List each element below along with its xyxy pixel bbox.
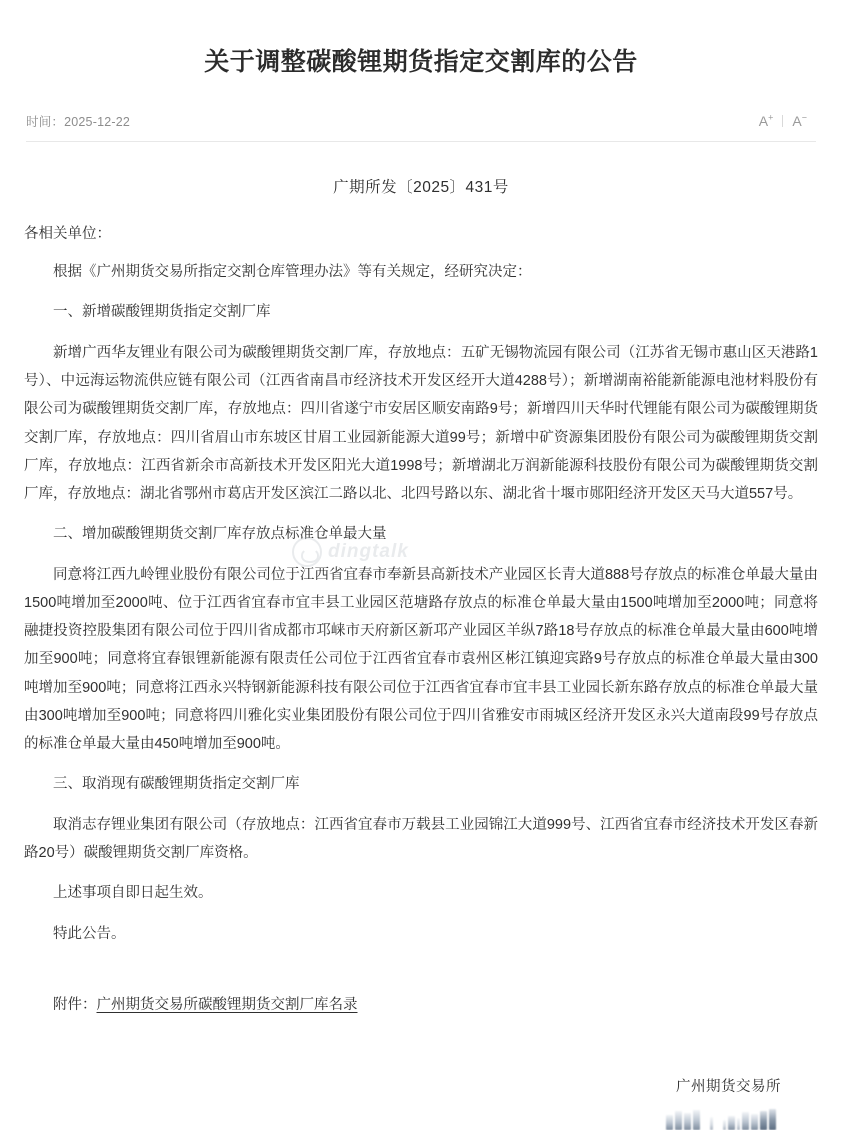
section-two-heading: 二、增加碳酸锂期货交割厂库存放点标准仓单最大量 <box>53 526 387 543</box>
page-title: 关于调整碳酸锂期货指定交割库的公告 <box>204 47 638 76</box>
font-increase-sup: + <box>768 112 774 123</box>
font-size-controls <box>750 114 816 128</box>
salutation: 各相关单位： <box>24 226 111 242</box>
font-increase-button[interactable] <box>750 114 783 128</box>
attachment-link[interactable]: 广州期货交易所碳酸锂期货交割厂库名录 <box>96 996 358 1013</box>
attachment-row <box>24 992 818 1020</box>
font-increase-label: A <box>758 113 769 129</box>
section-one-paragraph: 新增广西华友锂业有限公司为碳酸锂期货交割厂库，存放地点：五矿无锡物流园有限公司（江苏省无锡市惠山区天港路1号）、中远海运物流供应链有限公司（江西省南昌市经济技术开发区经开大道4288号）；新增湖南裕能新能源电池材料股份有限公司为碳酸锂期货交割厂库，存放地点：四川省遂宁市安居区顺安南路9号；新增四川天华时代锂能有限公司为碳酸锂期货交割厂库，存放地点：四川省眉山市东坡区甘眉工业园新能源大道99号；新增中矿资源集团股份有限公司为碳酸锂期货交割厂库，存放地点：江西省新余市高新技术开发区阳光大道1998号；新增湖北万润新能源科技股份有限公司为碳酸锂期货交割厂库，存放地点：湖北省鄂州市葛店开发区滨江二路以北、北四号路以东、湖北省十堰市郧阳经济开发区天马大道557号。 <box>24 344 818 503</box>
document-body <box>0 175 842 1130</box>
publish-time: 时间：2025-12-22 <box>26 115 131 129</box>
font-decrease-sup: − <box>801 112 807 123</box>
section-one-heading: 一、新增碳酸锂期货指定交割厂库 <box>53 304 271 321</box>
section-three-paragraph: 取消志存锂业集团有限公司（存放地点：江西省宜春市万载县工业园锦江大道999号、江西省宜春市经济技术开发区春新路20号）碳酸锂期货交割厂库资格。 <box>24 816 818 861</box>
signature: 广州期货交易所 <box>676 1079 781 1096</box>
font-decrease-label: A <box>792 113 802 129</box>
attachment-label: 附件： <box>53 996 97 1013</box>
announcement-page <box>0 17 842 1098</box>
header-divider <box>26 141 816 142</box>
intro-paragraph: 根据《广州期货交易所指定交割仓库管理办法》等有关规定，经研究决定： <box>53 264 532 281</box>
font-decrease-button[interactable] <box>783 114 816 128</box>
effective-paragraph: 上述事项自即日起生效。 <box>53 885 213 902</box>
document-number: 广期所发〔2025〕431号 <box>333 179 509 196</box>
watermark-text: dingtalk <box>328 540 409 562</box>
closing-paragraph: 特此公告。 <box>53 925 126 942</box>
section-two-paragraph: 同意将江西九岭锂业股份有限公司位于江西省宜春市奉新县高新技术产业园区长青大道888号存放点的标准仓单最大量由1500吨增加至2000吨、位于江西省宜春市宜丰县工业园区范塘路存放点的标准仓单最大量由1500吨增加至2000吨；同意将融捷投资控股集团有限公司位于四川省成都市邛崃市天府新区新邛产业园区羊纵7路18号存放点的标准仓单最大量由600吨增加至900吨；同意将宜春银锂新能源有限责任公司位于江西省宜春市袁州区彬江镇迎宾路9号存放点的标准仓单最大量由300吨增加至900吨；同意将江西永兴特钢新能源科技有限公司位于江西省宜春市宜丰县工业园长新东路存放点的标准仓单最大量由300吨增加至900吨；同意将四川雅化实业集团股份有限公司位于四川省雅安市雨城区经济开发区永兴大道南段99号存放点的标准仓单最大量由450吨增加至900吨。 <box>24 566 818 753</box>
meta-row <box>0 95 842 130</box>
redacted-date <box>24 1108 818 1130</box>
section-three-heading: 三、取消现有碳酸锂期货指定交割厂库 <box>53 776 300 793</box>
